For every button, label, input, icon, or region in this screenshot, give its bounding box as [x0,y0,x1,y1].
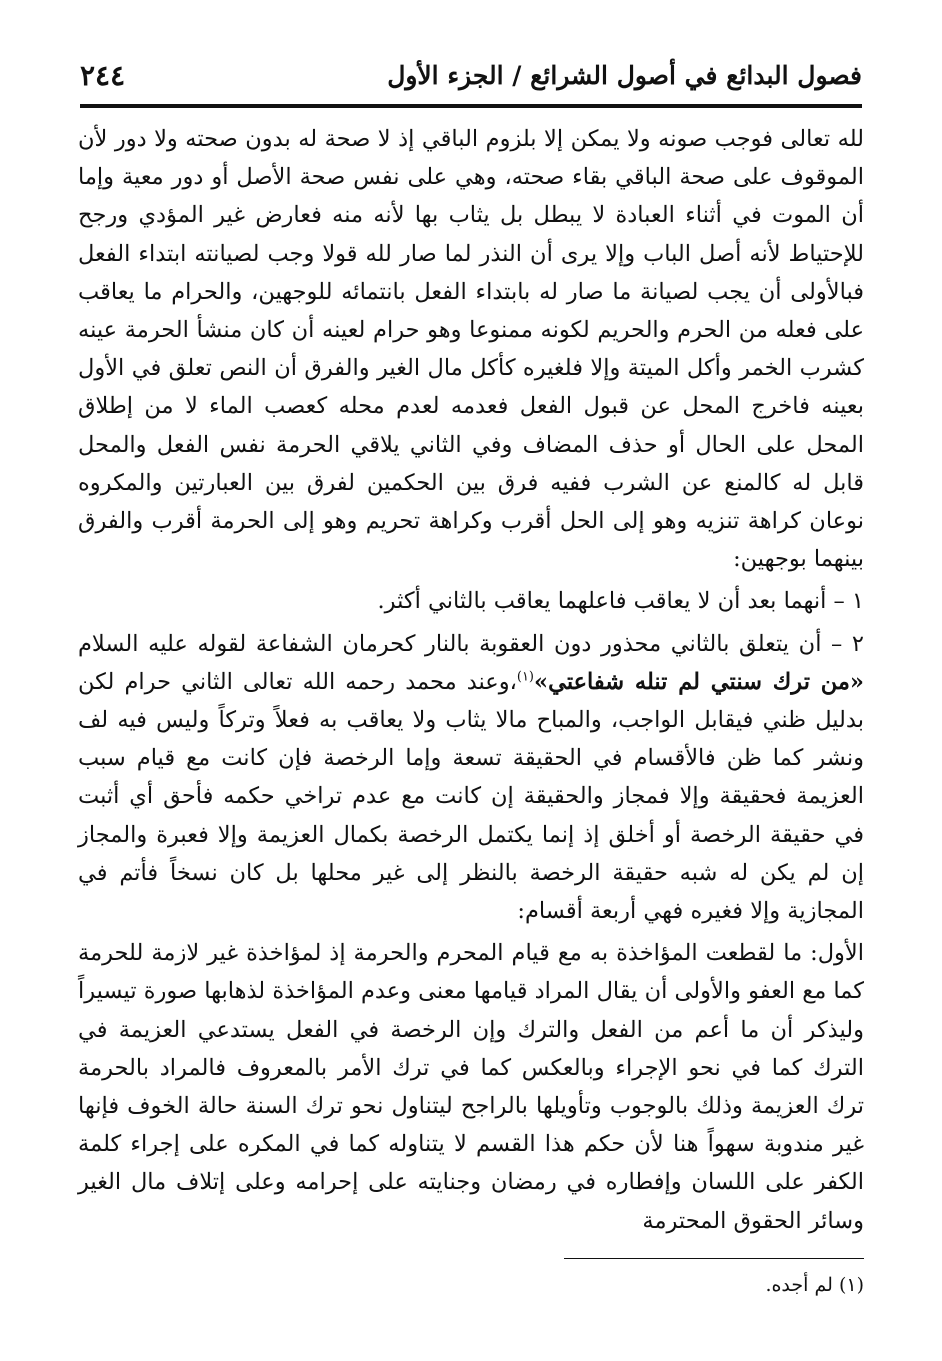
book-title: فصول البدائع في أصول الشرائع / الجزء الأول [387,60,862,90]
list-item-1: ١ – أنهما بعد أن لا يعاقب فاعلهما يعاقب بالثاني أكثر. [377,588,864,615]
running-header [80,50,862,100]
footnote: (١) لم أجده. [765,1274,864,1296]
footnote-rule [564,1258,864,1259]
list-item-2 [78,625,864,931]
paragraph: الأول: ما لقطعت المؤاخذة به مع قيام المحرم والحرمة إذ لمؤاخذة غير لازمة للحرمة كما مع العفو والأولى أن يقال المراد قيامها معنى وعدم المؤاخذة لذهابها صورة تيسيراً وليذكر أن ما أعم من الفعل والترك وإن الرخصة في الفعل يستدعي العزيمة في الترك كما في نحو الإجراء وبالعكس كما في ترك الأمر بالمعروف فالمراد بالحرمة ترك العزيمة وذلك بالوجوب وتأويلها بالراجح ليتناول نحو ترك السنة حالة الخوف فإنها غير مندوبة سهواً هنا لأن حكم هذا القسم لا يتناوله كما في المكره على إجراء كلمة الكفر على اللسان وإفطاره في رمضان وجنايته على إحرامه وعلى إتلاف مال الغير وسائر الحقوق المحترمة [78,940,864,1234]
list-item-2-continuation: ،وعند محمد رحمه الله تعالى الثاني حرام لكن بدليل ظني فيقابل الواجب، والمباح مالا يثاب ولا يعاقب به فعلاً وتركاً وليس فيه لف ونشر كما ظن فالأقسام في الحقيقة تسعة وإما الرخصة فإن كانت مع قيام سبب العزيمة فحقيقة وإلا فمجاز والحقيقة إن كانت مع عدم تراخي حكمه فأحق أي أثبت في حقيقة الرخصة أو أخلق إذ إنما يكتمل الرخصة بكمال العزيمة وإلا فعبرة والمجاز إن لم يكن له شبه حقيقة الرخصة بالنظر إلى غير محلها بل كان نسخاً فأتم في المجازية وإلا فغيره فهي أربعة أقسام: [78,668,864,925]
paragraph: لله تعالى فوجب صونه ولا يمكن إلا بلزوم الباقي إذ لا صحة له بدون صحته ولا دور لأن الموقوف على صحة الباقي بقاء صحته، وهي على نفس صحة الأصل أو دور معية وإما أن الموت في أثناء العبادة لا يبطل بل يثاب بها لأنه منه فعارض غير المؤدي ورجح للإحتياط لأنه أصل الباب وإلا يرى أن النذر لما صار لله قولا وجب لصيانته ابتداء الفعل فبالأولى أن يجب لصيانة ما صار له بابتداء الفعل بانتمائه للوجهين، والحرام ما يعاقب على فعله من الحرم والحريم لكونه ممنوعا وهو حرام لعينه أن كان منشأ الحرمة عينه كشرب الخمر وأكل الميتة وإلا فلغيره كأكل مال الغير والفرق أن النص تعلق في الأول بعينه فاخرج المحل عن قبول الفعل فعدمه لعدم محله كعصب الماء لا من إطلاق المحل على الحال أو حذف المضاف وفي الثاني يلاقي الحرمة نفس الفعل والمحل قابل له كالمنع عن الشرب ففيه فرق بين الحكمين لفرق بين العبارتين والمكروه نوعان كراهة تنزيه وهو إلى الحل أقرب وكراهة تحريم وهو إلى الحرمة أقرب والفرق بينهما بوجهين: [78,126,864,573]
list-item-2-text: ٢ – أن يتعلق بالثاني محذور دون العقوبة بالنار كحرمان الشفاعة لقوله عليه السلام [78,630,864,657]
footnote-marker: (١) [516,669,534,685]
body-text [78,120,864,1240]
hadith-quote: «من ترك سنتي لم تنله شفاعتي» [534,668,864,695]
page-number: ٢٤٤ [80,58,126,92]
header-rule [80,104,862,108]
